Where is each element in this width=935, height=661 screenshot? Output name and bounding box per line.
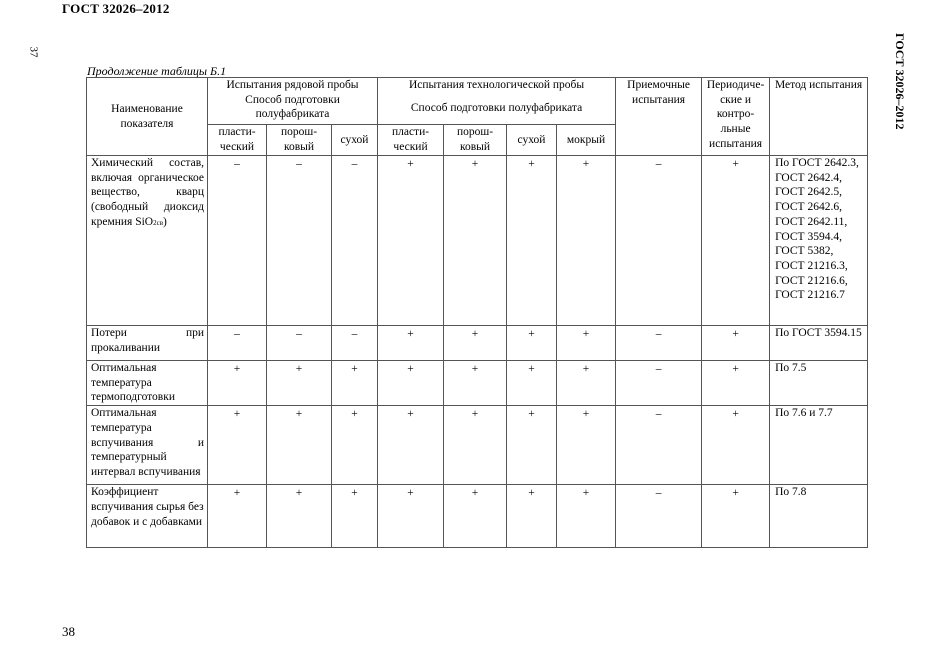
header-routine-sample-title: Испытания рядовой пробы (226, 79, 359, 91)
test-requirements-table (86, 77, 868, 548)
cell-value: + (208, 406, 267, 485)
row-name: Коэффициент вспучивания сырья без добавок и с добавками (87, 485, 208, 548)
cell-value: + (557, 156, 616, 326)
header-indicator-name: Наименование показателя (87, 78, 208, 156)
row-name-tail: ) (163, 215, 167, 228)
cell-value: + (507, 485, 557, 548)
cell-value: – (616, 406, 702, 485)
cell-value: + (557, 485, 616, 548)
cell-value: + (702, 406, 770, 485)
cell-value: + (332, 485, 378, 548)
cell-value: + (444, 156, 507, 326)
cell-value: + (702, 326, 770, 361)
row-name: Потери при прокаливании (87, 326, 208, 361)
header-routine-plastic: пласти-ческий (208, 125, 267, 156)
cell-value: – (616, 485, 702, 548)
cell-value: + (267, 406, 332, 485)
header-routine-sample-method: Способ подготовки полуфабриката (245, 93, 340, 121)
table-row (87, 406, 868, 485)
table-row (87, 485, 868, 548)
cell-method: По ГОСТ 3594.15 (770, 326, 868, 361)
cell-value: + (507, 156, 557, 326)
row-name (87, 156, 208, 326)
cell-value: + (208, 361, 267, 406)
header-technological-sample-method: Способ подготовки полуфабриката (410, 101, 583, 114)
cell-value: + (378, 326, 444, 361)
cell-method: По 7.5 (770, 361, 868, 406)
header-routine-sample-group (208, 78, 378, 125)
cell-value: + (332, 361, 378, 406)
cell-value: + (557, 406, 616, 485)
table-row (87, 156, 868, 326)
cell-value: – (616, 156, 702, 326)
cell-value: + (208, 485, 267, 548)
header-tech-wet: мокрый (557, 125, 616, 156)
header-tech-powder: порош-ковый (444, 125, 507, 156)
document-code-header: ГОСТ 32026–2012 (62, 1, 170, 16)
header-technological-sample-group (378, 78, 616, 125)
table-row (87, 361, 868, 406)
page-number-top: 37 (27, 46, 40, 58)
cell-value: – (332, 156, 378, 326)
cell-value: + (378, 406, 444, 485)
cell-value: + (444, 406, 507, 485)
cell-value: – (267, 156, 332, 326)
cell-value: + (378, 156, 444, 326)
cell-value: + (444, 361, 507, 406)
cell-value: – (208, 156, 267, 326)
cell-method: По 7.8 (770, 485, 868, 548)
cell-value: + (444, 326, 507, 361)
header-routine-dry: сухой (332, 125, 378, 156)
header-test-method: Метод испытания (770, 78, 868, 156)
document-code-side-header: ГОСТ 32026–2012 (893, 33, 907, 130)
cell-value: + (557, 361, 616, 406)
cell-value: + (378, 485, 444, 548)
header-technological-sample-title: Испытания технологической пробы (408, 79, 585, 91)
row-name-text: Химический состав, включая органическое вещество, кварц (свободный диоксид кремния SiO (91, 157, 204, 228)
header-acceptance-tests: Приемочные испытания (616, 78, 702, 156)
cell-value: – (616, 326, 702, 361)
row-name-subscript: 2св (153, 218, 164, 227)
cell-value: – (616, 361, 702, 406)
cell-value: + (378, 361, 444, 406)
cell-value: – (332, 326, 378, 361)
cell-value: + (444, 485, 507, 548)
cell-value: + (507, 326, 557, 361)
cell-value: + (557, 326, 616, 361)
header-periodic-tests: Периодические и контрольные испытания (702, 78, 770, 156)
cell-value: + (507, 406, 557, 485)
cell-value: + (702, 485, 770, 548)
cell-value: + (507, 361, 557, 406)
row-name: Оптимальная температура вспучивания и температурный интервал вспучивания (87, 406, 208, 485)
table-caption: Продолжение таблицы Б.1 (87, 64, 227, 78)
header-tech-plastic: пласти-ческий (378, 125, 444, 156)
row-name: Оптимальная температура термоподготовки (87, 361, 208, 406)
cell-method: По 7.6 и 7.7 (770, 406, 868, 485)
header-tech-dry: сухой (507, 125, 557, 156)
cell-method: По ГОСТ 2642.3, ГОСТ 2642.4, ГОСТ 2642.5, ГОСТ 2642.6, ГОСТ 2642.11, ГОСТ 3594.4, ГОСТ 5382, ГОСТ 21216.3, ГОСТ 21216.6, ГОСТ 21216.7 (770, 156, 868, 326)
cell-value: + (702, 361, 770, 406)
table-row (87, 326, 868, 361)
header-routine-powder: порош-ковый (267, 125, 332, 156)
cell-value: + (332, 406, 378, 485)
cell-value: – (208, 326, 267, 361)
cell-value: + (267, 361, 332, 406)
cell-value: + (702, 156, 770, 326)
cell-value: – (267, 326, 332, 361)
cell-value: + (267, 485, 332, 548)
page-number-bottom: 38 (62, 624, 75, 639)
